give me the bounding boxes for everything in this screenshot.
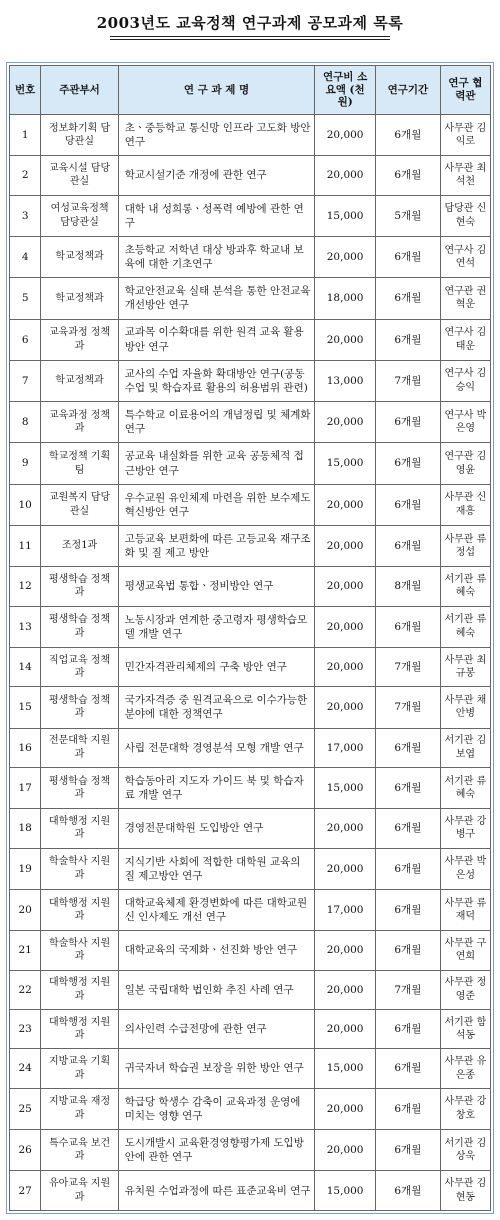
cell-cost: 20,000 xyxy=(315,606,376,647)
title-area xyxy=(0,0,500,52)
cell-contact: 사무관 김익로 xyxy=(440,115,490,156)
cell-number: 3 xyxy=(10,195,41,236)
cell-project-title: 공교육 내실화를 위한 교육 공동체적 접근방안 연구 xyxy=(118,443,315,484)
title-underline xyxy=(110,36,390,40)
cell-department: 대학행정 지원과 xyxy=(41,889,118,930)
cell-cost: 13,000 xyxy=(315,360,376,401)
cell-project-title: 학교안전교육 실태 분석을 통한 안전교육 개선방안 연구 xyxy=(118,278,315,319)
cell-number: 23 xyxy=(10,1009,41,1048)
table-row xyxy=(10,767,491,808)
table-row xyxy=(10,567,491,606)
cell-contact: 사무관 류정섭 xyxy=(440,525,490,566)
cell-cost: 15,000 xyxy=(315,1171,376,1211)
header-cost: 연구비 소요액 (천원) xyxy=(315,66,376,115)
table-row xyxy=(10,809,491,848)
cell-contact: 연구관 권혁운 xyxy=(440,278,490,319)
table-row xyxy=(10,1009,491,1048)
cell-number: 21 xyxy=(10,931,41,970)
cell-contact: 사무관 최규봉 xyxy=(440,647,490,686)
cell-period: 6개월 xyxy=(375,236,440,277)
cell-number: 11 xyxy=(10,525,41,566)
cell-number: 10 xyxy=(10,484,41,525)
cell-department: 평생학습 정책과 xyxy=(41,767,118,808)
header-project-title: 연 구 과 제 명 xyxy=(118,66,315,115)
cell-project-title: 초등학교 저학년 대상 방과후 학교내 보육에 대한 기초연구 xyxy=(118,236,315,277)
table-row xyxy=(10,606,491,647)
cell-department: 여성교육정책 담당관실 xyxy=(41,195,118,236)
cell-number: 4 xyxy=(10,236,41,277)
cell-contact: 서기관 류혜숙 xyxy=(440,767,490,808)
table-body xyxy=(10,115,491,1211)
cell-period: 7개월 xyxy=(375,687,440,728)
cell-department: 대학행정 지원과 xyxy=(41,970,118,1009)
cell-number: 1 xyxy=(10,115,41,156)
cell-contact: 연구사 김연석 xyxy=(440,236,490,277)
cell-department: 유아교육 지원과 xyxy=(41,1171,118,1211)
table-row xyxy=(10,970,491,1009)
table-row xyxy=(10,687,491,728)
cell-project-title: 교과목 이수확대를 위한 원격 교육 활용방안 연구 xyxy=(118,319,315,360)
cell-project-title: 지식기반 사회에 적합한 대학원 교육의 질 제고방안 연구 xyxy=(118,848,315,889)
cell-project-title: 특수학교 이료용어의 개념정립 및 체계화 연구 xyxy=(118,402,315,443)
cell-project-title: 초ㆍ중등학교 통신망 인프라 고도화 방안 연구 xyxy=(118,115,315,156)
cell-contact: 사무관 채안병 xyxy=(440,687,490,728)
cell-cost: 20,000 xyxy=(315,848,376,889)
cell-cost: 20,000 xyxy=(315,319,376,360)
table-row xyxy=(10,728,491,767)
cell-department: 정보화기획 담당관실 xyxy=(41,115,118,156)
cell-project-title: 유치원 수업과정에 따른 표준교육비 연구 xyxy=(118,1171,315,1211)
cell-project-title: 일본 국립대학 법인화 추진 사례 연구 xyxy=(118,970,315,1009)
cell-contact: 연구사 김승익 xyxy=(440,360,490,401)
cell-number: 15 xyxy=(10,687,41,728)
cell-period: 6개월 xyxy=(375,1049,440,1088)
cell-project-title: 사립 전문대학 경영분석 모형 개발 연구 xyxy=(118,728,315,767)
cell-department: 대학행정 지원과 xyxy=(41,809,118,848)
cell-contact: 사무관 강병구 xyxy=(440,809,490,848)
cell-cost: 17,000 xyxy=(315,889,376,930)
cell-cost: 20,000 xyxy=(315,1130,376,1171)
table-row xyxy=(10,484,491,525)
cell-number: 8 xyxy=(10,402,41,443)
table-row xyxy=(10,647,491,686)
cell-cost: 15,000 xyxy=(315,767,376,808)
cell-project-title: 대학 내 성희롱ㆍ성폭력 예방에 관한 연구 xyxy=(118,195,315,236)
cell-period: 6개월 xyxy=(375,443,440,484)
table-frame xyxy=(6,62,494,1214)
table-row xyxy=(10,115,491,156)
cell-department: 지방교육 재정과 xyxy=(41,1088,118,1129)
table-row xyxy=(10,931,491,970)
cell-contact: 서기관 함석동 xyxy=(440,1009,490,1048)
cell-department: 학술학사 지원과 xyxy=(41,848,118,889)
cell-number: 20 xyxy=(10,889,41,930)
cell-department: 교육과정 정책과 xyxy=(41,319,118,360)
cell-project-title: 우수교원 유인체제 마련을 위한 보수제도 혁신방안 연구 xyxy=(118,484,315,525)
cell-project-title: 도시개발시 교육환경영향평가제 도입방안에 관한 연구 xyxy=(118,1130,315,1171)
cell-period: 6개월 xyxy=(375,1009,440,1048)
cell-contact: 연구사 박은영 xyxy=(440,402,490,443)
header-period: 연구기간 xyxy=(375,66,440,115)
cell-department: 교육시설 담당관실 xyxy=(41,156,118,195)
cell-period: 6개월 xyxy=(375,1130,440,1171)
cell-contact: 사무관 구연희 xyxy=(440,931,490,970)
table-row xyxy=(10,319,491,360)
cell-contact: 서기관 류혜숙 xyxy=(440,567,490,606)
cell-project-title: 평생교육법 통합ㆍ정비방안 연구 xyxy=(118,567,315,606)
cell-period: 5개월 xyxy=(375,195,440,236)
cell-number: 27 xyxy=(10,1171,41,1211)
cell-number: 18 xyxy=(10,809,41,848)
cell-number: 6 xyxy=(10,319,41,360)
cell-contact: 연구관 김영윤 xyxy=(440,443,490,484)
cell-cost: 20,000 xyxy=(315,567,376,606)
cell-number: 7 xyxy=(10,360,41,401)
cell-contact: 서기관 김상욱 xyxy=(440,1130,490,1171)
cell-cost: 20,000 xyxy=(315,402,376,443)
cell-number: 12 xyxy=(10,567,41,606)
cell-period: 6개월 xyxy=(375,889,440,930)
cell-period: 7개월 xyxy=(375,360,440,401)
cell-period: 7개월 xyxy=(375,647,440,686)
cell-cost: 20,000 xyxy=(315,931,376,970)
cell-department: 평생학습 정책과 xyxy=(41,567,118,606)
cell-number: 16 xyxy=(10,728,41,767)
table-row xyxy=(10,443,491,484)
table-row xyxy=(10,360,491,401)
cell-number: 9 xyxy=(10,443,41,484)
cell-cost: 20,000 xyxy=(315,809,376,848)
cell-period: 7개월 xyxy=(375,970,440,1009)
cell-cost: 20,000 xyxy=(315,970,376,1009)
cell-department: 학교정책 기획팀 xyxy=(41,443,118,484)
table-row xyxy=(10,848,491,889)
header-number: 번호 xyxy=(10,66,41,115)
cell-period: 6개월 xyxy=(375,848,440,889)
cell-contact: 서기관 김보엽 xyxy=(440,728,490,767)
cell-project-title: 대학교육의 국제화ㆍ선진화 방안 연구 xyxy=(118,931,315,970)
cell-number: 13 xyxy=(10,606,41,647)
cell-cost: 18,000 xyxy=(315,278,376,319)
cell-department: 교원복지 담당관실 xyxy=(41,484,118,525)
cell-cost: 15,000 xyxy=(315,195,376,236)
table-row xyxy=(10,278,491,319)
cell-cost: 15,000 xyxy=(315,1049,376,1088)
table-row xyxy=(10,156,491,195)
cell-period: 6개월 xyxy=(375,931,440,970)
cell-contact: 사무관 최석천 xyxy=(440,156,490,195)
cell-period: 6개월 xyxy=(375,809,440,848)
table-row xyxy=(10,402,491,443)
cell-cost: 20,000 xyxy=(315,1009,376,1048)
cell-project-title: 학습동아리 지도자 가이드 북 및 학습자료 개발 연구 xyxy=(118,767,315,808)
cell-project-title: 교사의 수업 자율화 확대방안 연구(공동수업 및 학습자료 활용의 허용범위 관련) xyxy=(118,360,315,401)
cell-cost: 20,000 xyxy=(315,647,376,686)
cell-period: 6개월 xyxy=(375,319,440,360)
cell-department: 교육과정 정책과 xyxy=(41,402,118,443)
cell-department: 학술학사 지원과 xyxy=(41,931,118,970)
cell-contact: 연구사 김태운 xyxy=(440,319,490,360)
cell-contact: 사무관 류재덕 xyxy=(440,889,490,930)
cell-department: 지방교육 기획과 xyxy=(41,1049,118,1088)
cell-department: 직업교육 정책과 xyxy=(41,647,118,686)
cell-cost: 15,000 xyxy=(315,443,376,484)
cell-cost: 20,000 xyxy=(315,525,376,566)
cell-department: 평생학습 정책과 xyxy=(41,606,118,647)
cell-number: 2 xyxy=(10,156,41,195)
table-row xyxy=(10,1088,491,1129)
cell-project-title: 대학교육체제 환경변화에 따른 대학교원 신 인사제도 개선 연구 xyxy=(118,889,315,930)
cell-period: 6개월 xyxy=(375,1088,440,1129)
cell-contact: 사무관 강창호 xyxy=(440,1088,490,1129)
cell-project-title: 민간자격관리체제의 구축 방안 연구 xyxy=(118,647,315,686)
cell-period: 6개월 xyxy=(375,1171,440,1211)
header-department: 주관부서 xyxy=(41,66,118,115)
cell-cost: 17,000 xyxy=(315,728,376,767)
cell-contact: 사무관 유은종 xyxy=(440,1049,490,1088)
cell-contact: 사무관 정영준 xyxy=(440,970,490,1009)
table-row xyxy=(10,1171,491,1211)
cell-cost: 20,000 xyxy=(315,236,376,277)
cell-number: 24 xyxy=(10,1049,41,1088)
cell-number: 14 xyxy=(10,647,41,686)
cell-department: 학교정책과 xyxy=(41,236,118,277)
cell-cost: 20,000 xyxy=(315,1088,376,1129)
cell-period: 6개월 xyxy=(375,484,440,525)
cell-project-title: 고등교육 보편화에 따른 고등교육 재구조화 및 질 제고 방안 xyxy=(118,525,315,566)
cell-number: 26 xyxy=(10,1130,41,1171)
cell-project-title: 노동시장과 연계한 중고령자 평생학습모델 개발 연구 xyxy=(118,606,315,647)
cell-contact: 사무관 신재흥 xyxy=(440,484,490,525)
page-title: 2003년도 교육정책 연구과제 공모과제 목록 xyxy=(96,14,404,32)
cell-period: 6개월 xyxy=(375,767,440,808)
cell-project-title: 경영전문대학원 도입방안 연구 xyxy=(118,809,315,848)
cell-project-title: 학교시설기준 개정에 관한 연구 xyxy=(118,156,315,195)
cell-project-title: 귀국자녀 학습권 보장을 위한 방안 연구 xyxy=(118,1049,315,1088)
cell-department: 학교정책과 xyxy=(41,278,118,319)
cell-period: 6개월 xyxy=(375,525,440,566)
table-row xyxy=(10,1130,491,1171)
cell-contact: 사무관 김현동 xyxy=(440,1171,490,1211)
header-row xyxy=(10,66,491,115)
cell-department: 대학행정 지원과 xyxy=(41,1009,118,1048)
cell-period: 6개월 xyxy=(375,606,440,647)
cell-department: 전문대학 지원과 xyxy=(41,728,118,767)
header-contact: 연구 협력관 xyxy=(440,66,490,115)
cell-number: 22 xyxy=(10,970,41,1009)
cell-contact: 사무관 박은성 xyxy=(440,848,490,889)
cell-number: 19 xyxy=(10,848,41,889)
table-row xyxy=(10,889,491,930)
cell-department: 평생학습 정책과 xyxy=(41,687,118,728)
table-row xyxy=(10,525,491,566)
cell-department: 조정1과 xyxy=(41,525,118,566)
table-row xyxy=(10,236,491,277)
table-row xyxy=(10,195,491,236)
cell-contact: 담당관 신현숙 xyxy=(440,195,490,236)
cell-period: 8개월 xyxy=(375,567,440,606)
cell-cost: 20,000 xyxy=(315,115,376,156)
cell-period: 6개월 xyxy=(375,278,440,319)
cell-period: 6개월 xyxy=(375,156,440,195)
cell-department: 학교정책과 xyxy=(41,360,118,401)
cell-project-title: 의사인력 수급전망에 관한 연구 xyxy=(118,1009,315,1048)
cell-project-title: 국가자격증 중 원격교육으로 이수가능한 분야에 대한 정책연구 xyxy=(118,687,315,728)
cell-contact: 서기관 류혜숙 xyxy=(440,606,490,647)
table-row xyxy=(10,1049,491,1088)
cell-number: 5 xyxy=(10,278,41,319)
cell-period: 6개월 xyxy=(375,402,440,443)
cell-cost: 20,000 xyxy=(315,687,376,728)
cell-period: 6개월 xyxy=(375,115,440,156)
cell-number: 25 xyxy=(10,1088,41,1129)
cell-cost: 20,000 xyxy=(315,484,376,525)
cell-cost: 20,000 xyxy=(315,156,376,195)
cell-department: 특수교육 보건과 xyxy=(41,1130,118,1171)
cell-number: 17 xyxy=(10,767,41,808)
cell-period: 6개월 xyxy=(375,728,440,767)
cell-project-title: 학급당 학생수 감축이 교육과정 운영에 미치는 영향 연구 xyxy=(118,1088,315,1129)
research-projects-table xyxy=(9,65,491,1211)
